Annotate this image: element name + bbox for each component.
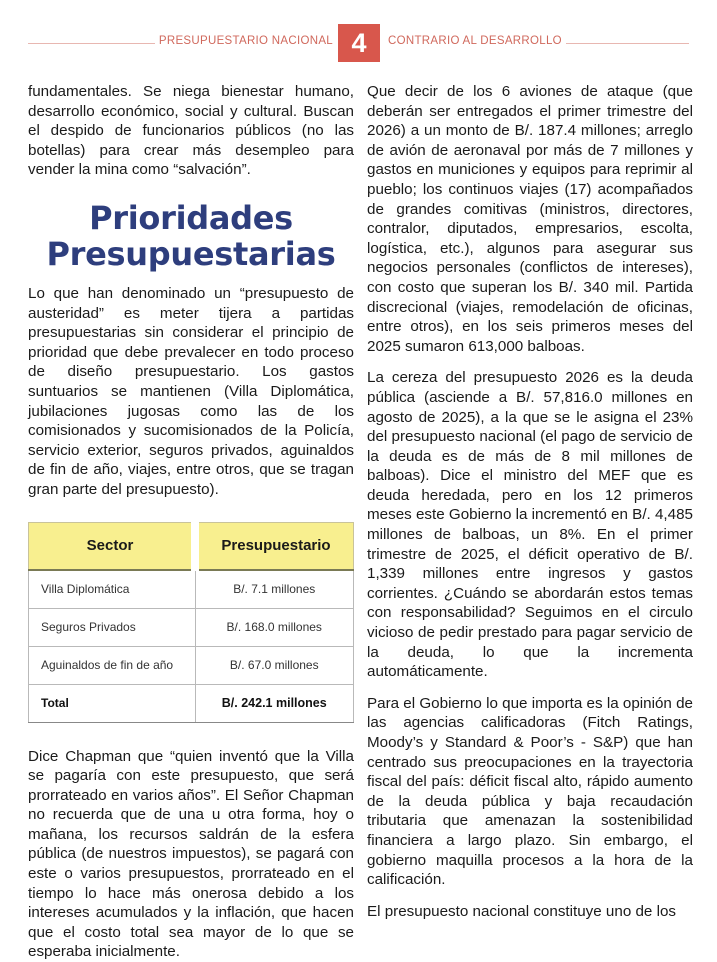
budget-table bbox=[28, 522, 354, 723]
left-paragraph-2: Lo que han denominado un “presupuesto de austeridad” es meter tijera a partidas presupuestarias sin considerar el principio de prioridad que debe prevalecer en todo proceso de diseño presupuestario. Los gastos suntuarios se mantienen (Villa Diplomática, jubilaciones jugosas como las de los comisionados y sucomisionados de la Policía, servicio exterior, seguros privados, aguinaldos de fin de año, viajes, entre otros, que se tragan gran parte del presupuesto). bbox=[28, 284, 354, 500]
right-paragraph-2: La cereza del presupuesto 2026 es la deuda pública (asciende a B/. 57,816.0 millones en agosto de 2025), a la que se le asigna el 23% del presupuesto nacional (el pago de servicio de la deuda es de más de 8 mil millones de balboas). Dice el ministro del MEF que es deuda heredada, pero en los 12 primeros meses este Gobierno la incrementó en B/. 4,485 millones de balboas, un 8%. En el primer trimestre de 2025, el déficit operativo de B/. 1,339 millones entre ingresos y gastos corrientes. ¿Cuándo se abordarán estos temas con responsabilidad? Seguimos en el circulo vicioso de pedir prestado para pagar servicio de la deuda, lo que la incrementa automáticamente. bbox=[367, 368, 693, 682]
right-paragraph-4: El presupuesto nacional constituye uno de los bbox=[367, 902, 693, 922]
table-header-row bbox=[29, 522, 354, 570]
table-total-row bbox=[29, 684, 354, 722]
column-header-sector: Sector bbox=[29, 522, 196, 570]
table-row bbox=[29, 608, 354, 646]
table-total-value: B/. 242.1 millones bbox=[195, 684, 354, 722]
page-header bbox=[0, 24, 717, 64]
page-number-badge: 4 bbox=[338, 24, 380, 62]
right-column bbox=[367, 82, 693, 921]
column-header-presupuestario: Presupuestario bbox=[195, 522, 354, 570]
right-paragraph-3: Para el Gobierno lo que importa es la opinión de las agencias calificadoras (Fitch Ratings, Moody’s y Standard & Poor’s - S&P) que han centrado sus preocupaciones en la trayectoria fiscal del país: déficit fiscal alto, rápido aumento de la deuda pública y baja recaudación tributaria que amenazan la sostenibilidad financiera a largo plazo. Sin embargo, el gobierno maquilla procesos a la hora de la calificación. bbox=[367, 694, 693, 890]
table-cell-value: B/. 168.0 millones bbox=[195, 608, 354, 646]
section-heading: Prioridades Presupuestarias bbox=[28, 200, 354, 272]
left-column bbox=[28, 82, 354, 962]
left-paragraph-1: fundamentales. Se niega bienestar humano, desarrollo económico, social y cultural. Buscan el despido de funcionarios públicos (no las botellas) para crear más desempleo para vender la mina como “salvación”. bbox=[28, 82, 354, 180]
left-paragraph-3: Dice Chapman que “quien inventó que la Villa se pagaría con este presupuesto, que será prorrateado en varios años”. El Señor Chapman no recuerda que de una u otra forma, hoy o mañana, los recursos saldrán de la esfera pública (de nuestros impuestos), se pagará con este o varios presupuestos, prorrateado en el tiempo lo hace más onerosa debido a los intereses acumulados y la inflación, que hacen que el costo total sea mayor de lo que se esperaba inicialmente. bbox=[28, 747, 354, 962]
table-cell-value: B/. 7.1 millones bbox=[195, 570, 354, 609]
table-cell-value: B/. 67.0 millones bbox=[195, 646, 354, 684]
table-row bbox=[29, 570, 354, 609]
header-section-left: PRESUPUESTARIO NACIONAL bbox=[155, 35, 337, 47]
right-paragraph-1: Que decir de los 6 aviones de ataque (que deberán ser entregados el primer trimestre del 2026) a un monto de B/. 187.4 millones; arreglo de avión de aeronaval por más de 7 millones y gastos en municiones y equipos para reprimir al pueblo; los continuos viajes (17) acompañados de grandes comitivas (ministros, directores, contralor, diputados, empresarios, escolta, logística, etc.), algunos para asegurar sus negocios personales (conflictos de intereses), con costo que superan los B/. 340 mil. Partida discrecional (viajes, remodelación de oficinas, entre otros), en los seis primeros meses del 2025 sumaron 613,000 balboas. bbox=[367, 82, 693, 356]
table-cell-sector: Seguros Privados bbox=[29, 608, 196, 646]
table-row bbox=[29, 646, 354, 684]
table-cell-sector: Villa Diplomática bbox=[29, 570, 196, 609]
table-cell-sector: Aguinaldos de fin de año bbox=[29, 646, 196, 684]
table-total-label: Total bbox=[29, 684, 196, 722]
header-section-right: CONTRARIO AL DESARROLLO bbox=[384, 35, 566, 47]
